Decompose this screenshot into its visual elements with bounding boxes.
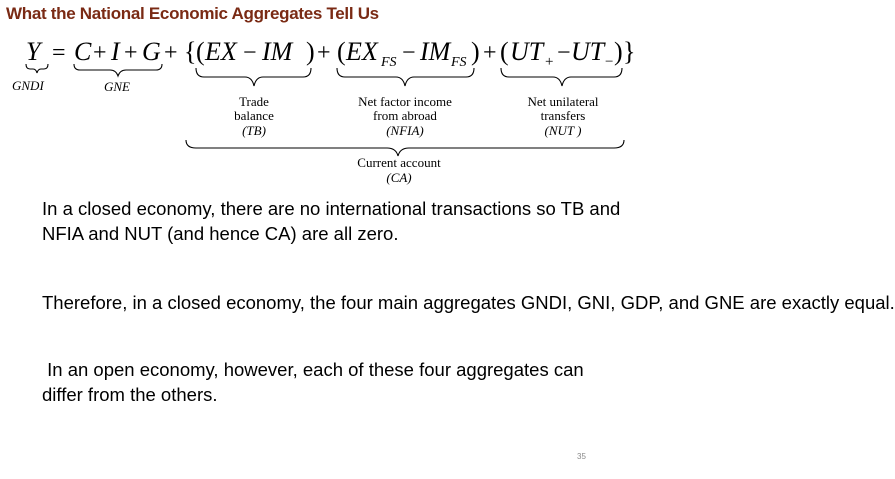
eq-close-brace: } (623, 37, 636, 66)
eq-minus-sub: − (605, 54, 614, 70)
nut-label-line-3: (NUT ) (544, 123, 582, 138)
tb-label-line-3: (TB) (242, 123, 266, 138)
eq-minus-2: − (402, 40, 416, 66)
page-number: 35 (577, 452, 586, 461)
tb-label-line-1: Trade (239, 94, 269, 109)
eq-plus-sub: + (545, 54, 554, 70)
eq-ex-fs: EX (346, 37, 378, 66)
eq-plus-1: + (93, 40, 107, 66)
eq-open-paren-1: ( (196, 37, 205, 66)
eq-im-fs: IM (420, 37, 451, 66)
tb-brace (196, 68, 311, 86)
ca-label-line-2: (CA) (386, 170, 412, 185)
paragraph-open-economy: In an open economy, however, each of these four aggregates can differ from the others. (42, 359, 589, 405)
eq-close-paren-3: ) (614, 37, 623, 66)
paragraph-closed-economy: In a closed economy, there are no international transactions so TB and NFIA and NUT (and hence CA) are all zero. (42, 198, 621, 244)
nut-label-line-1: Net unilateral (527, 94, 599, 109)
eq-ut-minus: UT (571, 37, 605, 66)
eq-g: G (142, 37, 161, 66)
equation-diagram (0, 0, 638, 200)
gndi-label: GNDI (12, 78, 44, 93)
eq-plus-2: + (124, 40, 138, 66)
eq-y: Y (26, 37, 41, 66)
eq-close-paren-2: ) (471, 37, 480, 66)
ca-label-line-1: Current account (357, 155, 441, 170)
eq-close-paren-1: ) (306, 37, 315, 66)
eq-im: IM (262, 37, 293, 66)
eq-c: C (74, 37, 92, 66)
nfia-brace (337, 68, 474, 86)
eq-plus-4: + (317, 40, 331, 66)
eq-open-paren-3: ( (500, 37, 509, 66)
nut-brace (501, 68, 622, 86)
nfia-label-line-3: (NFIA) (386, 123, 424, 138)
eq-i: I (111, 37, 120, 66)
nfia-label-line-2: from abroad (373, 108, 437, 123)
eq-open-paren-2: ( (337, 37, 346, 66)
ca-brace (186, 140, 624, 156)
eq-equals: = (52, 40, 66, 66)
paragraph-equal-aggregates: Therefore, in a closed economy, the four main aggregates GNDI, GNI, GDP, and GNE are exactly equal. (42, 292, 895, 313)
eq-minus-1: − (243, 40, 257, 66)
eq-minus-3: − (557, 40, 571, 66)
eq-fs-sub-1: FS (381, 55, 397, 70)
eq-ut-plus: UT (510, 37, 544, 66)
tb-label-line-2: balance (234, 108, 274, 123)
nfia-label-line-1: Net factor income (358, 94, 452, 109)
nut-label-line-2: transfers (540, 108, 586, 123)
eq-plus-5: + (483, 40, 497, 66)
eq-open-brace: { (184, 37, 197, 66)
slide-title: What the National Economic Aggregates Tell Us (6, 4, 379, 23)
eq-ex: EX (205, 37, 237, 66)
eq-fs-sub-2: FS (451, 55, 467, 70)
gne-label: GNE (104, 79, 130, 94)
eq-plus-3: + (164, 40, 178, 66)
